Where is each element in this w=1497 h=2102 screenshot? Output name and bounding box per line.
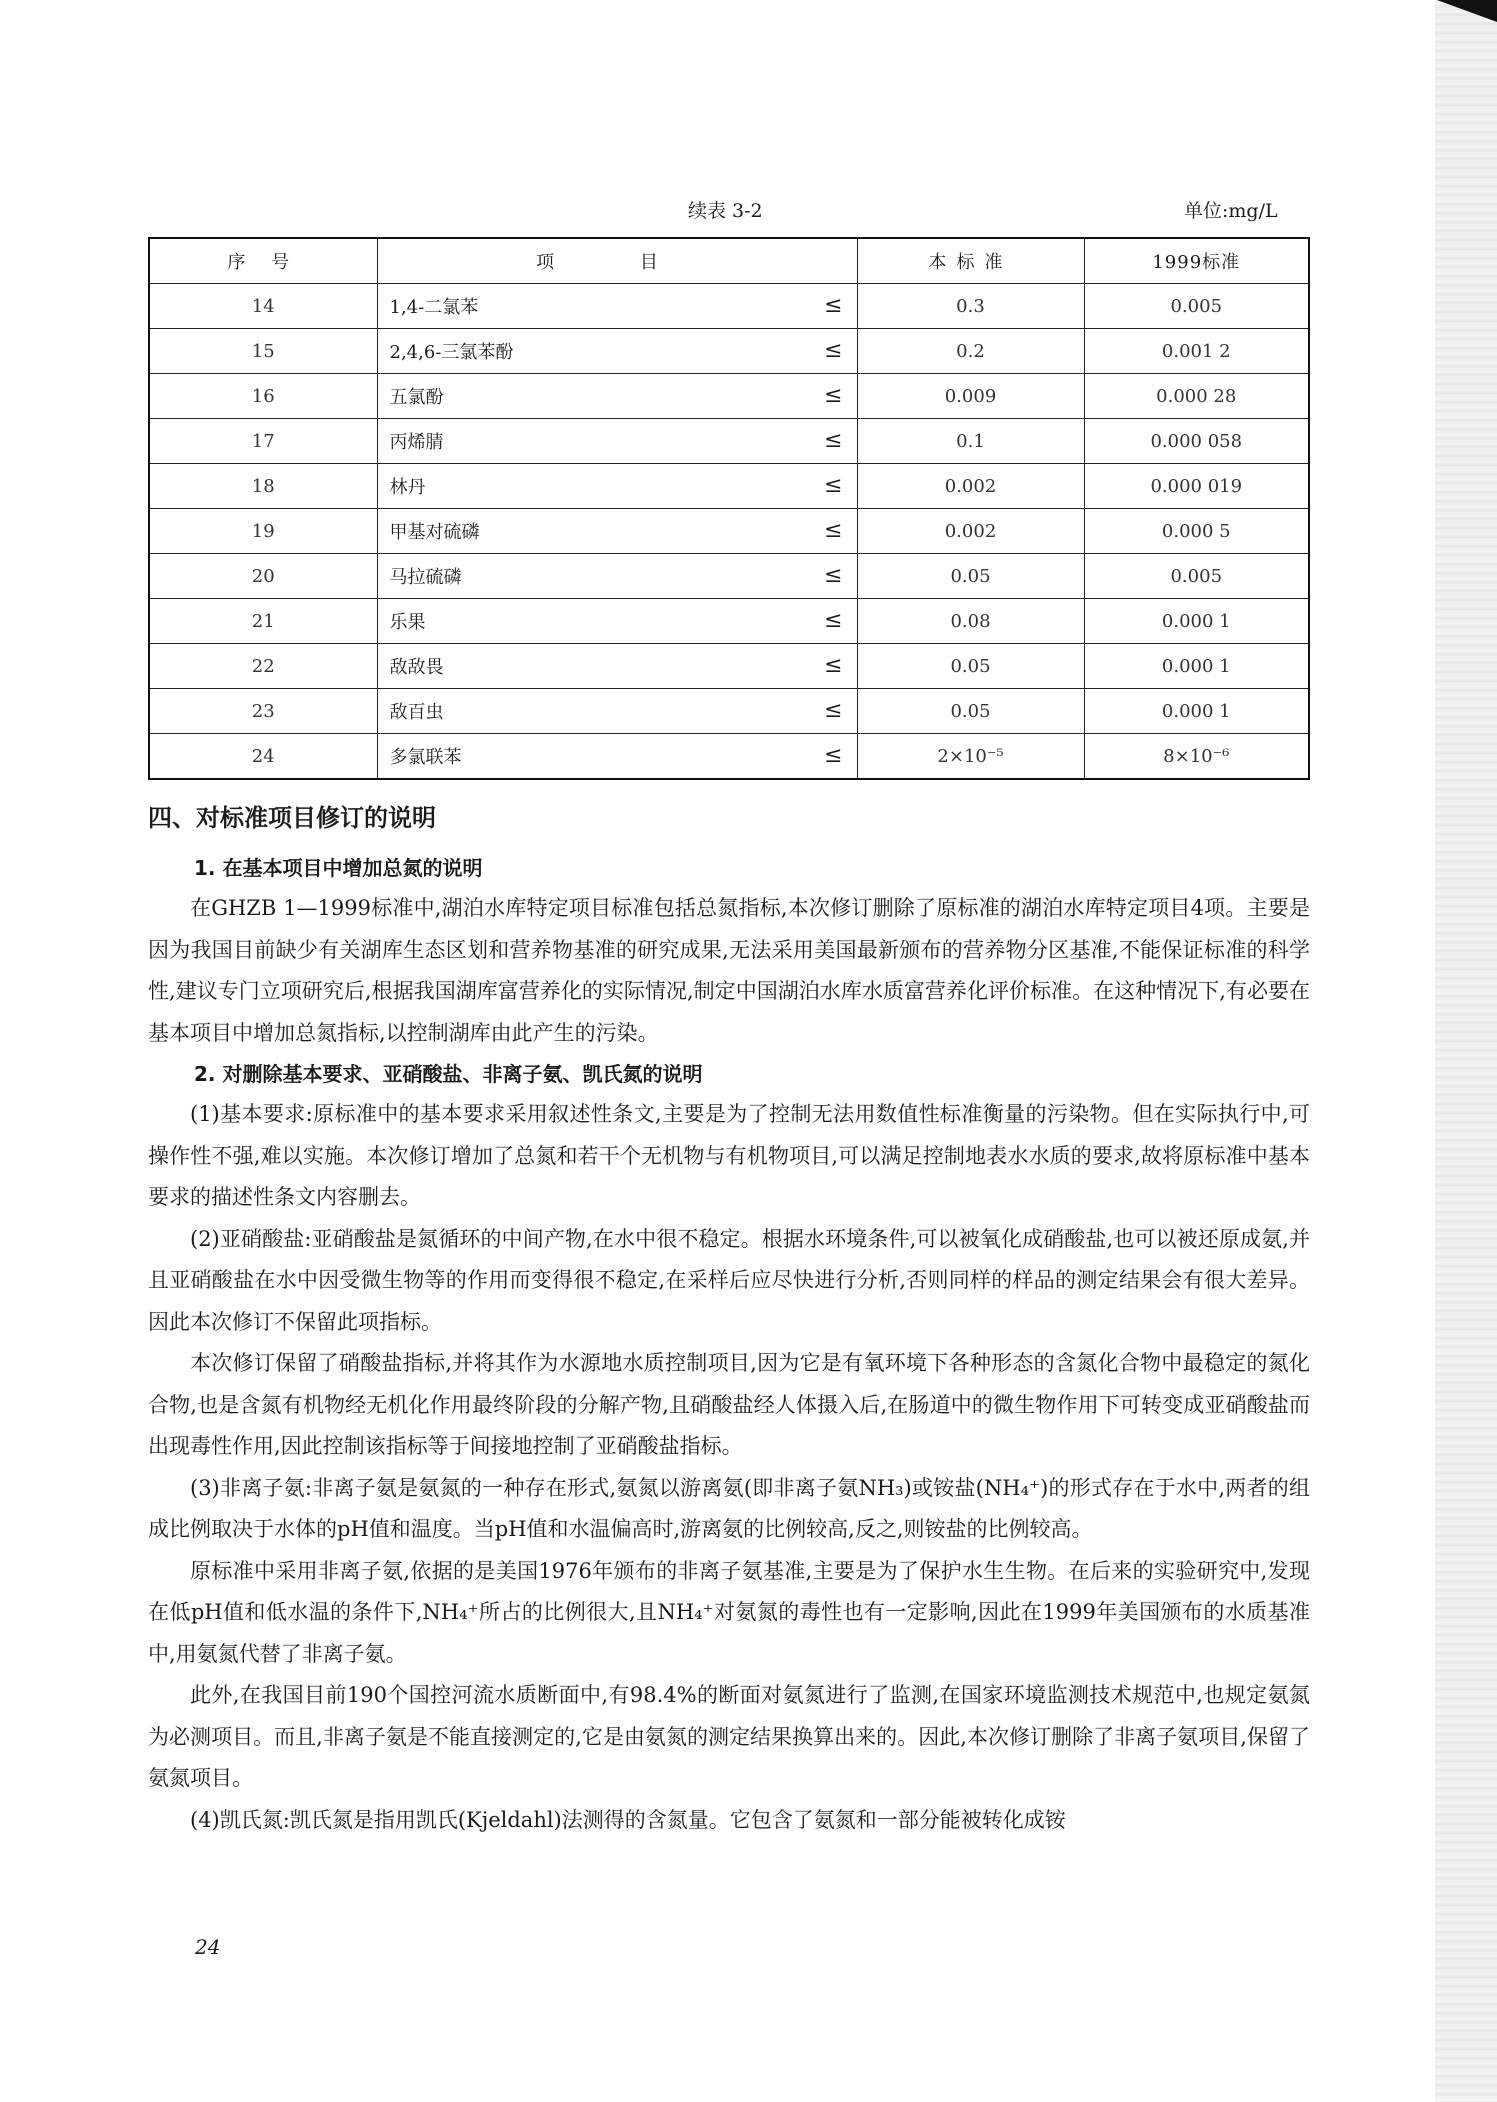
row-number: 20 [149,554,377,599]
item-name: 敌百虫 [389,702,444,723]
item-name: 乐果 [389,612,426,633]
paragraph: 本次修订保留了硝酸盐指标,并将其作为水源地水质控制项目,因为它是有氧环境下各种形态的含氮化合物中最稳定的氮化合物,也是含氮有机物经无机化作用最终阶段的分解产物,且硝酸盐经人体摄入后,在肠道中的微生物作用下可转变成亚硝酸盐而出现毒性作用,因此控制该指标等于间接地控制了亚硝酸盐指标。 [148,1351,1310,1458]
le-symbol: ≤ [824,338,843,363]
subheading-1: 1. 在基本项目中增加总氮的说明 [194,856,483,880]
row-number: 17 [149,419,377,464]
subheading-2: 2. 对删除基本要求、亚硝酸盐、非离子氨、凯氏氮的说明 [194,1062,703,1086]
paragraph: (4)凯氏氮:凯氏氮是指用凯氏(Kjeldahl)法测得的含氮量。它包含了氨氮和一部分能被转化成铵 [190,1807,1066,1832]
standards-table [148,237,1310,780]
table-row [149,329,1309,374]
row-std-value: 0.1 [857,419,1084,464]
table-row [149,599,1309,644]
row-1999-value: 0.000 1 [1084,599,1309,644]
table-body [149,284,1309,780]
row-std-value: 0.3 [857,284,1084,329]
row-number: 23 [149,689,377,734]
item-name: 林丹 [389,477,426,498]
table-row [149,464,1309,509]
table-row [149,509,1309,554]
le-symbol: ≤ [824,293,843,318]
row-std-value: 0.05 [857,689,1084,734]
row-1999-value: 0.000 1 [1084,644,1309,689]
table-unit: 单位:mg/L [1184,200,1278,222]
row-number: 18 [149,464,377,509]
le-symbol: ≤ [824,653,843,678]
row-number: 16 [149,374,377,419]
page-corner [1437,0,1497,22]
table-row [149,554,1309,599]
row-number: 21 [149,599,377,644]
header-std: 本标准 [857,238,1084,284]
le-symbol: ≤ [824,743,843,768]
row-number: 15 [149,329,377,374]
item-name: 马拉硫磷 [389,567,462,588]
row-std-value: 2×10⁻⁵ [857,734,1084,780]
row-1999-value: 8×10⁻⁶ [1084,734,1309,780]
header-1999: 1999标准 [1084,238,1309,284]
item-name: 敌敌畏 [389,657,444,678]
row-1999-value: 0.005 [1084,284,1309,329]
row-1999-value: 0.005 [1084,554,1309,599]
row-std-value: 0.2 [857,329,1084,374]
table-header-row [149,238,1309,284]
row-1999-value: 0.000 058 [1084,419,1309,464]
row-1999-value: 0.001 2 [1084,329,1309,374]
row-item [377,374,857,419]
le-symbol: ≤ [824,473,843,498]
row-1999-value: 0.000 1 [1084,689,1309,734]
row-item [377,284,857,329]
table-row [149,374,1309,419]
row-item [377,329,857,374]
row-1999-value: 0.000 28 [1084,374,1309,419]
section-content [148,798,1310,1841]
row-number: 14 [149,284,377,329]
row-1999-value: 0.000 019 [1084,464,1309,509]
row-std-value: 0.08 [857,599,1084,644]
le-symbol: ≤ [824,518,843,543]
le-symbol: ≤ [824,563,843,588]
item-name: 多氯联苯 [389,747,462,768]
scan-edge [1435,0,1497,2102]
row-std-value: 0.009 [857,374,1084,419]
table-row [149,689,1309,734]
paragraph: 此外,在我国目前190个国控河流水质断面中,有98.4%的断面对氨氮进行了监测,在国家环境监测技术规范中,也规定氨氮为必测项目。而且,非离子氨是不能直接测定的,它是由氨氮的测定结果换算出来的。因此,本次修订删除了非离子氨项目,保留了氨氮项目。 [148,1683,1310,1790]
le-symbol: ≤ [824,698,843,723]
paragraph: 原标准中采用非离子氨,依据的是美国1976年颁布的非离子氨基准,主要是为了保护水生生物。在后来的实验研究中,发现在低pH值和低水温的条件下,NH₄⁺所占的比例很大,且NH₄⁺对氨氮的毒性也有一定影响,因此在1999年美国颁布的水质基准中,用氨氮代替了非离子氨。 [148,1558,1310,1666]
row-item [377,599,857,644]
paragraph: (3)非离子氨:非离子氨是氨氮的一种存在形式,氨氮以游离氨(即非离子氨NH₃)或铵盐(NH₄⁺)的形式存在于水中,两者的组成比例取决于水体的pH值和温度。当pH值和水温偏高时,游离氨的比例较高,反之,则铵盐的比例较高。 [148,1475,1310,1541]
section-heading: 四、对标准项目修订的说明 [148,804,436,832]
row-item [377,419,857,464]
le-symbol: ≤ [824,383,843,408]
table-row [149,734,1309,780]
paragraph: (1)基本要求:原标准中的基本要求采用叙述性条文,主要是为了控制无法用数值性标准衡量的污染物。但在实际执行中,可操作性不强,难以实施。本次修订增加了总氮和若干个无机物与有机物项目,可以满足控制地表水水质的要求,故将原标准中基本要求的描述性条文内容删去。 [148,1102,1310,1209]
row-item [377,644,857,689]
le-symbol: ≤ [824,608,843,633]
row-item [377,509,857,554]
header-no: 序 号 [149,238,377,284]
le-symbol: ≤ [824,428,843,453]
item-name: 五氯酚 [389,387,444,408]
page-number: 24 [195,1935,221,1959]
table-row [149,644,1309,689]
row-item [377,464,857,509]
row-1999-value: 0.000 5 [1084,509,1309,554]
item-name: 1,4-二氯苯 [389,297,479,318]
row-std-value: 0.05 [857,554,1084,599]
table-row [149,419,1309,464]
paragraph: 在GHZB 1—1999标准中,湖泊水库特定项目标准包括总氮指标,本次修订删除了原标准的湖泊水库特定项目4项。主要是因为我国目前缺少有关湖库生态区划和营养物基准的研究成果,无法采用美国最新颁布的营养物分区基准,不能保证标准的科学性,建议专门立项研究后,根据我国湖库富营养化的实际情况,制定中国湖泊水库水质富营养化评价标准。在这种情况下,有必要在基本项目中增加总氮指标,以控制湖库由此产生的污染。 [148,896,1310,1045]
row-std-value: 0.002 [857,509,1084,554]
item-name: 丙烯腈 [389,432,444,453]
row-number: 22 [149,644,377,689]
row-item [377,689,857,734]
table-title: 续表 3-2 [688,200,763,222]
item-name: 甲基对硫磷 [389,522,480,543]
row-std-value: 0.002 [857,464,1084,509]
row-item [377,734,857,780]
item-name: 2,4,6-三氯苯酚 [389,342,514,363]
row-number: 19 [149,509,377,554]
row-item [377,554,857,599]
header-item: 项 目 [377,238,857,284]
table-row [149,284,1309,329]
row-number: 24 [149,734,377,780]
row-std-value: 0.05 [857,644,1084,689]
paragraph: (2)亚硝酸盐:亚硝酸盐是氮循环的中间产物,在水中很不稳定。根据水环境条件,可以被氧化成硝酸盐,也可以被还原成氨,并且亚硝酸盐在水中因受微生物等的作用而变得很不稳定,在采样后应尽快进行分析,否则同样的样品的测定结果会有很大差异。因此本次修订不保留此项指标。 [148,1226,1310,1334]
